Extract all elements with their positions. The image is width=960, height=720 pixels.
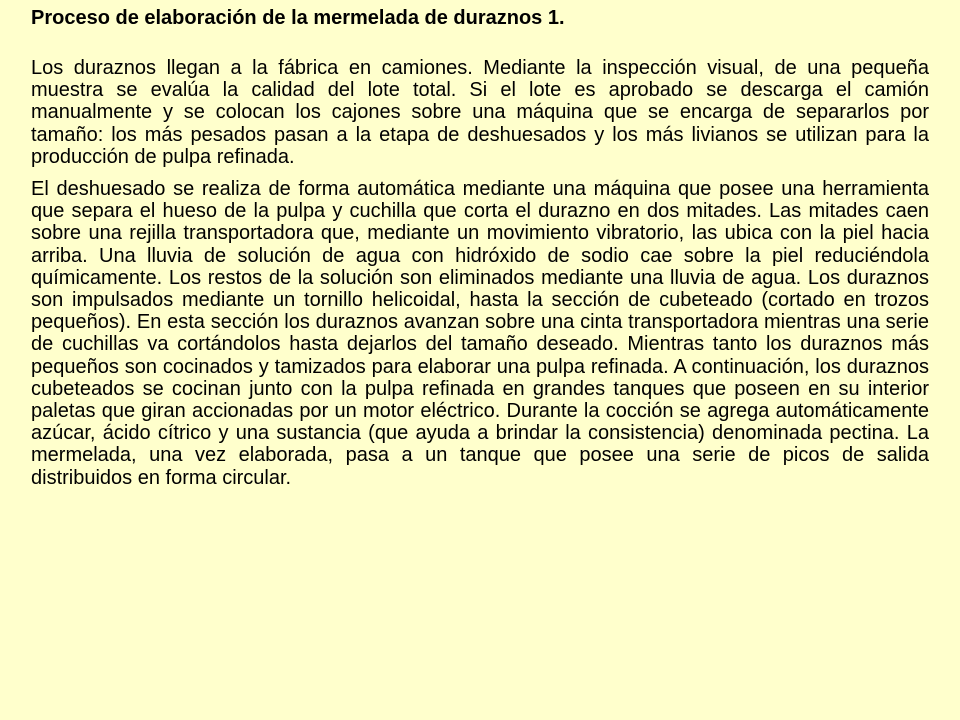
- paragraph-reception: Los duraznos llegan a la fábrica en camiones. Mediante la inspección visual, de una pequeña muestra se evalúa la calidad del lote total. Si el lote es aprobado se descarga el camión manualmente y se colocan los cajones sobre una máquina que se encarga de separarlos por tamaño: los más pesados pasan a la etapa de deshuesados y los más livianos se utilizan para la producción de pulpa refinada.: [31, 57, 929, 168]
- slide-title: Proceso de elaboración de la mermelada de duraznos 1.: [31, 7, 565, 29]
- paragraph-process: El deshuesado se realiza de forma automática mediante una máquina que posee una herramienta que separa el hueso de la pulpa y cuchilla que corta el durazno en dos mitades. Las mitades caen sobre una rejilla transportadora que, mediante un movimiento vibratorio, las ubica con la piel hacia arriba. Una lluvia de solución de agua con hidróxido de sodio cae sobre la piel reduciéndola químicamente. Los restos de la solución son eliminados mediante una lluvia de agua. Los duraznos son impulsados mediante un tornillo helicoidal, hasta la sección de cubeteado (cortado en trozos pequeños). En esta sección los duraznos avanzan sobre una cinta transportadora mientras una serie de cuchillas va cortándolos hasta dejarlos del tamaño deseado. Mientras tanto los duraznos más pequeños son cocinados y tamizados para elaborar una pulpa refinada. A continuación, los duraznos cubeteados se cocinan junto con la pulpa refinada en grandes tanques que poseen en su interior paletas que giran accionadas por un motor eléctrico. Durante la cocción se agrega automáticamente azúcar, ácido cítrico y una sustancia (que ayuda a brindar la consistencia) denominada pectina. La mermelada, una vez elaborada, pasa a un tanque que posee una serie de picos de salida distribuidos en forma circular.: [31, 178, 929, 489]
